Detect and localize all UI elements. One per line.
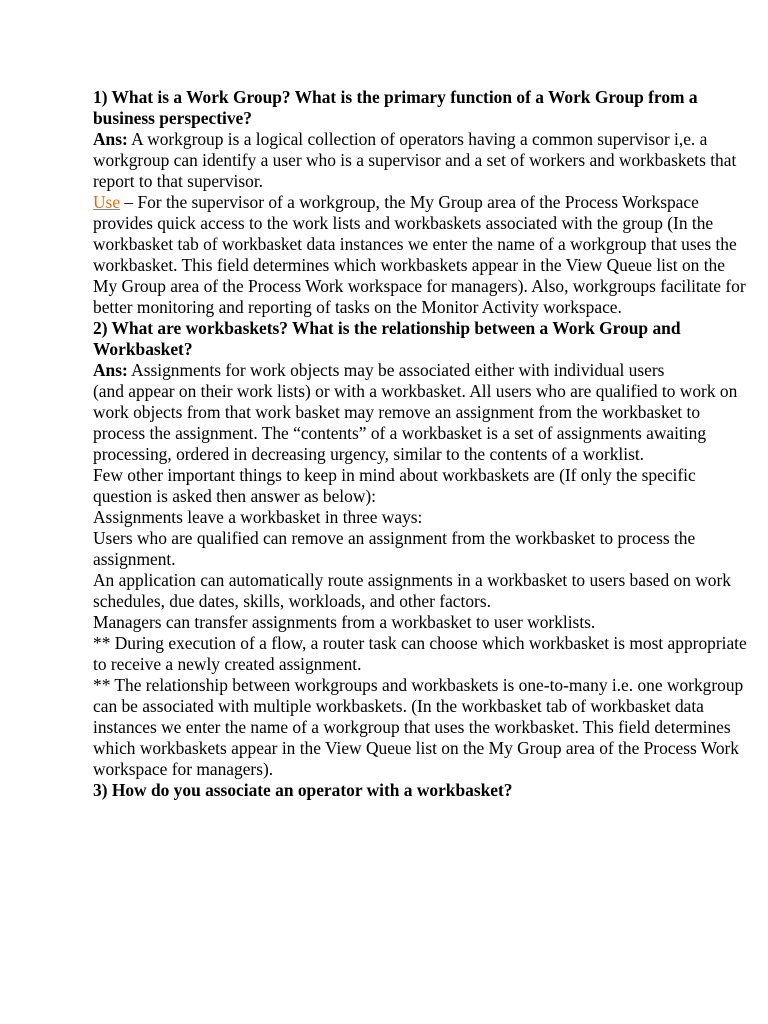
- paragraph: Assignments leave a workbasket in three ways:: [93, 507, 423, 527]
- paragraph: Few other important things to keep in mind about workbaskets are (If only the specific question is asked then answer as below):: [93, 465, 696, 506]
- answer-1: [93, 129, 753, 192]
- paragraph: ** The relationship between workgroups and workbaskets is one-to-many i.e. one workgroup can be associated with multiple workbaskets. (In the workbasket tab of workbasket data instances we enter the name of a workgroup that uses the workbasket. This field determines which workbaskets appear in the View Queue list on the My Group area of the Process Work workspace for managers).: [93, 675, 744, 779]
- answer-label: Ans:: [93, 129, 128, 149]
- use-paragraph: [93, 192, 753, 318]
- paragraph: Users who are qualified can remove an assignment from the workbasket to process the assignment.: [93, 528, 696, 569]
- use-link[interactable]: Use: [93, 192, 121, 212]
- paragraph: ** During execution of a flow, a router task can choose which workbasket is most appropriate to receive a newly created assignment.: [93, 633, 747, 674]
- paragraph: (and appear on their work lists) or with a workbasket. All users who are qualified to work on work objects from that work basket may remove an assignment from the workbasket to process the assignment. The “contents” of a workbasket is a set of assignments awaiting processing, ordered in decreasing urgency, similar to the contents of a worklist.: [93, 381, 738, 464]
- use-text: – For the supervisor of a workgroup, the My Group area of the Process Workspace provides quick access to the work lists and workbaskets associated with the group (In the workbasket tab of workbasket data instances we enter the name of a workgroup that uses the workbasket. This field determines which workbaskets appear in the View Queue list on the My Group area of the Process Work workspace for managers). Also, workgroups facilitate for better monitoring and reporting of tasks on the Monitor Activity workspace.: [93, 192, 746, 317]
- document-page: [93, 87, 753, 801]
- question-3: 3) How do you associate an operator with a workbasket?: [93, 780, 513, 800]
- paragraph: Managers can transfer assignments from a workbasket to user worklists.: [93, 612, 596, 632]
- question-1: 1) What is a Work Group? What is the primary function of a Work Group from a business perspective?: [93, 87, 698, 128]
- answer-2: [93, 360, 753, 381]
- question-2: 2) What are workbaskets? What is the relationship between a Work Group and Workbasket?: [93, 318, 681, 359]
- answer-label: Ans:: [93, 360, 128, 380]
- paragraph: An application can automatically route assignments in a workbasket to users based on work schedules, due dates, skills, workloads, and other factors.: [93, 570, 731, 611]
- answer-2-text: Assignments for work objects may be associated either with individual users: [127, 360, 665, 380]
- answer-1-text: A workgroup is a logical collection of operators having a common supervisor i,e. a workgroup can identify a user who is a supervisor and a set of workers and workbaskets that report to that supervisor.: [93, 129, 737, 191]
